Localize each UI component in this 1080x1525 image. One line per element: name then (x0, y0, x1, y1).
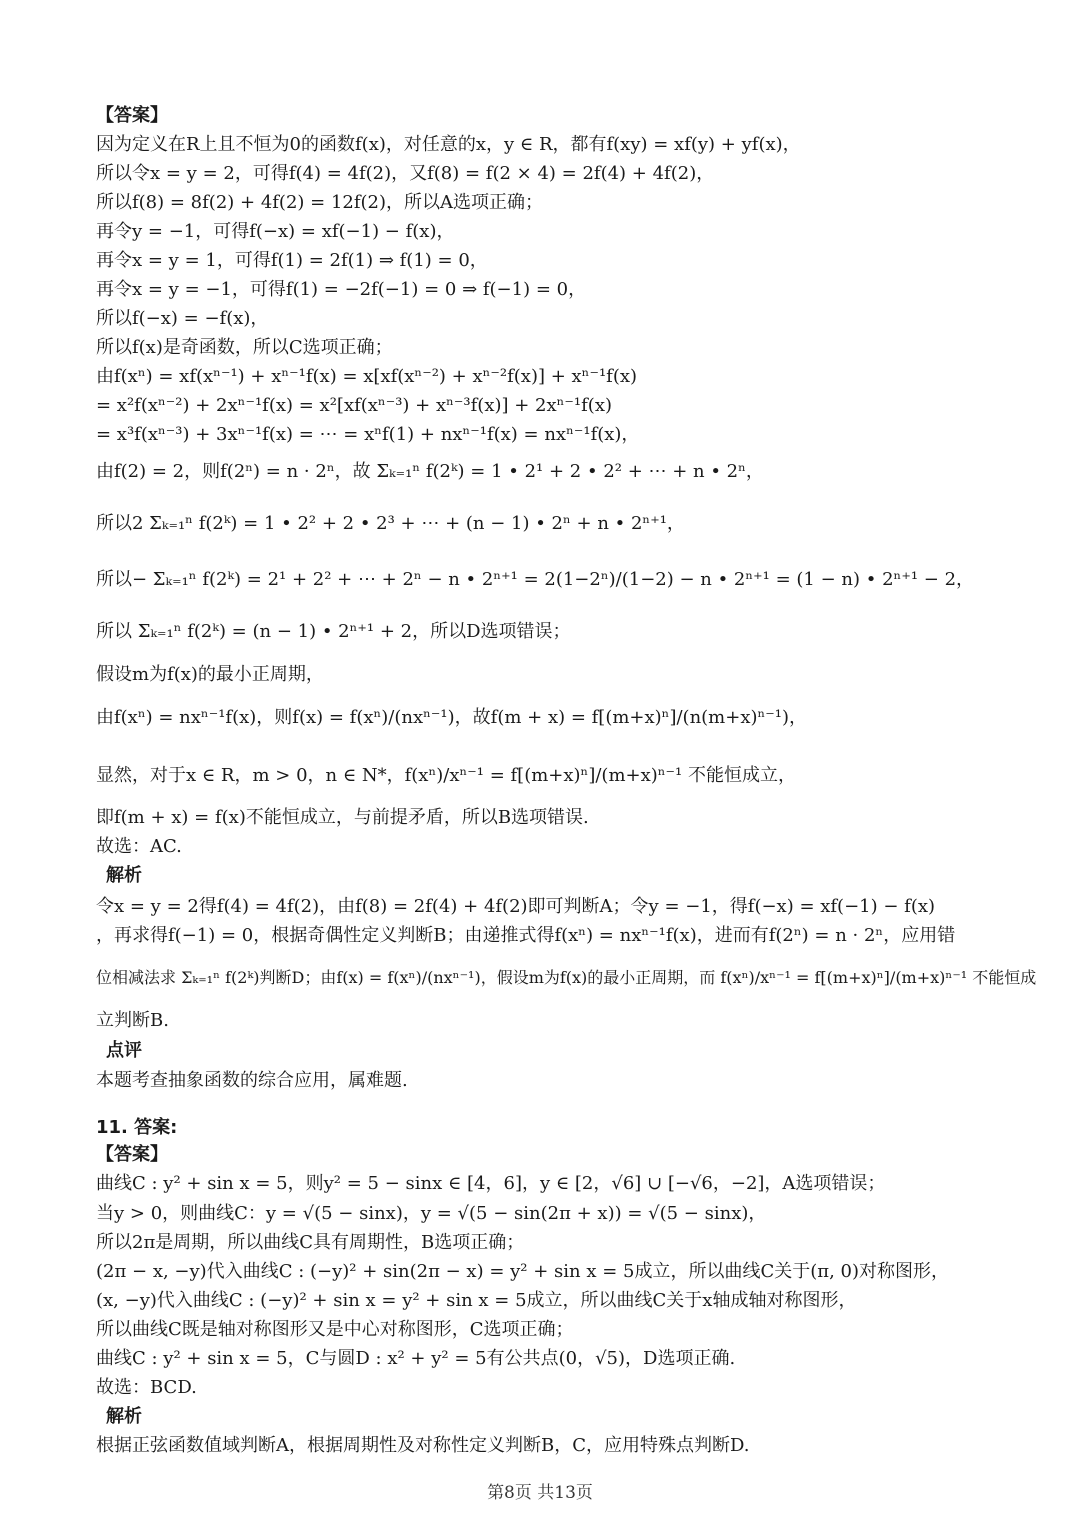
text-line: 再令x = y = 1，可得f(1) = 2f(1) ⇒ f(1) = 0， (96, 250, 488, 271)
text-line: 曲线C : y² + sin x = 5，则y² = 5 − sinx ∈ [4，6]，y ∈ [2，√6] ∪ [−√6，−2]，A选项错误； (96, 1173, 886, 1194)
text-line: 再令x = y = −1，可得f(1) = −2f(−1) = 0 ⇒ f(−1) = 0， (96, 279, 587, 300)
analysis-heading: 解析 (106, 865, 142, 886)
text-line: 假设m为f(x)的最小正周期， (96, 664, 324, 685)
text-line: 曲线C : y² + sin x = 5，C与圆D : x² + y² = 5有公共点(0，√5)，D选项正确. (96, 1348, 736, 1369)
text-line: 所以f(8) = 8f(2) + 4f(2) = 12f(2)，所以A选项正确； (96, 192, 544, 213)
text-line: 所以2 Σₖ₌₁ⁿ f(2ᵏ) = 1 • 2² + 2 • 2³ + ⋯ + (n − 1) • 2ⁿ + n • 2ⁿ⁺¹， (96, 513, 685, 534)
text-line: (2π − x, −y)代入曲线C : (−y)² + sin(2π − x) = y² + sin x = 5成立，所以曲线C关于(π, 0)对称图形， (96, 1261, 950, 1282)
text-line: = x³f(xⁿ⁻³) + 3xⁿ⁻¹f(x) = ⋯ = xⁿf(1) + nxⁿ⁻¹f(x) = nxⁿ⁻¹f(x)， (96, 424, 640, 445)
text-line: 由f(xⁿ) = nxⁿ⁻¹f(x)，则f(x) = f(xⁿ)/(nxⁿ⁻¹)，故f(m + x) = f[(m+x)ⁿ]/(n(m+x)ⁿ⁻¹)， (96, 707, 808, 728)
text-line: 所以− Σₖ₌₁ⁿ f(2ᵏ) = 2¹ + 2² + ⋯ + 2ⁿ − n • 2ⁿ⁺¹ = 2(1−2ⁿ)/(1−2) − n • 2ⁿ⁺¹ = (1 − n) • 2ⁿ⁺¹ − 2， (96, 569, 975, 590)
answer-tag: 【答案】 (96, 105, 168, 126)
text-line: 所以f(x)是奇函数，所以C选项正确； (96, 337, 393, 358)
text-line: 所以令x = y = 2，可得f(4) = 4f(2)，又f(8) = f(2 × 4) = 2f(4) + 4f(2)， (96, 163, 715, 184)
text-line: 由f(2) = 2，则f(2ⁿ) = n · 2ⁿ，故 Σₖ₌₁ⁿ f(2ᵏ) = 1 • 2¹ + 2 • 2² + ⋯ + n • 2ⁿ， (96, 461, 764, 482)
question-11-title: 11. 答案: (96, 1117, 178, 1138)
analysis-line: 令x = y = 2得f(4) = 4f(2)，由f(8) = 2f(4) + 4f(2)即可判断A；令y = −1，得f(−x) = xf(−1) − f(x) (96, 896, 936, 917)
text-line: 所以 Σₖ₌₁ⁿ f(2ᵏ) = (n − 1) • 2ⁿ⁺¹ + 2，所以D选项错误； (96, 621, 571, 642)
analysis-line: ，再求得f(−1) = 0，根据奇偶性定义判断B；由递推式得f(xⁿ) = nxⁿ⁻¹f(x)，进而有f(2ⁿ) = n · 2ⁿ，应用错 (96, 925, 956, 946)
text-line: 故选：BCD. (96, 1377, 197, 1398)
analysis-line: 根据正弦函数值域判断A，根据周期性及对称性定义判断B，C，应用特殊点判断D. (96, 1435, 750, 1456)
text-line: 即f(m + x) = f(x)不能恒成立，与前提矛盾，所以B选项错误. (96, 807, 589, 828)
text-line: 所以曲线C既是轴对称图形又是中心对称图形，C选项正确； (96, 1319, 574, 1340)
answer-tag: 【答案】 (96, 1144, 168, 1165)
analysis-line: 位相减法求 Σₖ₌₁ⁿ f(2ᵏ)判断D；由f(x) = f(xⁿ)/(nxⁿ⁻¹)，假设m为f(x)的最小正周期，而 f(xⁿ)/xⁿ⁻¹ = f[(m+x)ⁿ]/(m+x)ⁿ⁻¹ 不能恒成 (96, 968, 1037, 987)
text-line: = x²f(xⁿ⁻²) + 2xⁿ⁻¹f(x) = x²[xf(xⁿ⁻³) + xⁿ⁻³f(x)] + 2xⁿ⁻¹f(x) (96, 395, 613, 416)
text-line: 再令y = −1，可得f(−x) = xf(−1) − f(x)， (96, 221, 455, 242)
comment-line: 本题考查抽象函数的综合应用，属难题. (96, 1070, 408, 1091)
analysis-heading: 解析 (106, 1406, 142, 1427)
text-line: 所以f(−x) = −f(x)， (96, 308, 269, 329)
text-line: (x, −y)代入曲线C : (−y)² + sin x = y² + sin x = 5成立，所以曲线C关于x轴成轴对称图形， (96, 1290, 857, 1311)
page-footer: 第8页 共13页 (487, 1483, 593, 1503)
text-line: 所以2π是周期，所以曲线C具有周期性，B选项正确； (96, 1232, 525, 1253)
analysis-line: 立判断B. (96, 1010, 169, 1031)
comment-heading: 点评 (106, 1040, 142, 1061)
text-line: 由f(xⁿ) = xf(xⁿ⁻¹) + xⁿ⁻¹f(x) = x[xf(xⁿ⁻²) + xⁿ⁻²f(x)] + xⁿ⁻¹f(x) (96, 366, 638, 387)
text-line: 故选：AC. (96, 836, 182, 857)
text-line: 显然，对于x ∈ R，m > 0，n ∈ N*，f(xⁿ)/xⁿ⁻¹ = f[(m+x)ⁿ]/(m+x)ⁿ⁻¹ 不能恒成立， (96, 765, 796, 786)
text-line: 因为定义在R上且不恒为0的函数f(x)，对任意的x，y ∈ R，都有f(xy) = xf(y) + yf(x)， (96, 134, 801, 155)
text-line: 当y > 0，则曲线C：y = √(5 − sinx)，y = √(5 − sin(2π + x)) = √(5 − sinx)， (96, 1203, 767, 1224)
